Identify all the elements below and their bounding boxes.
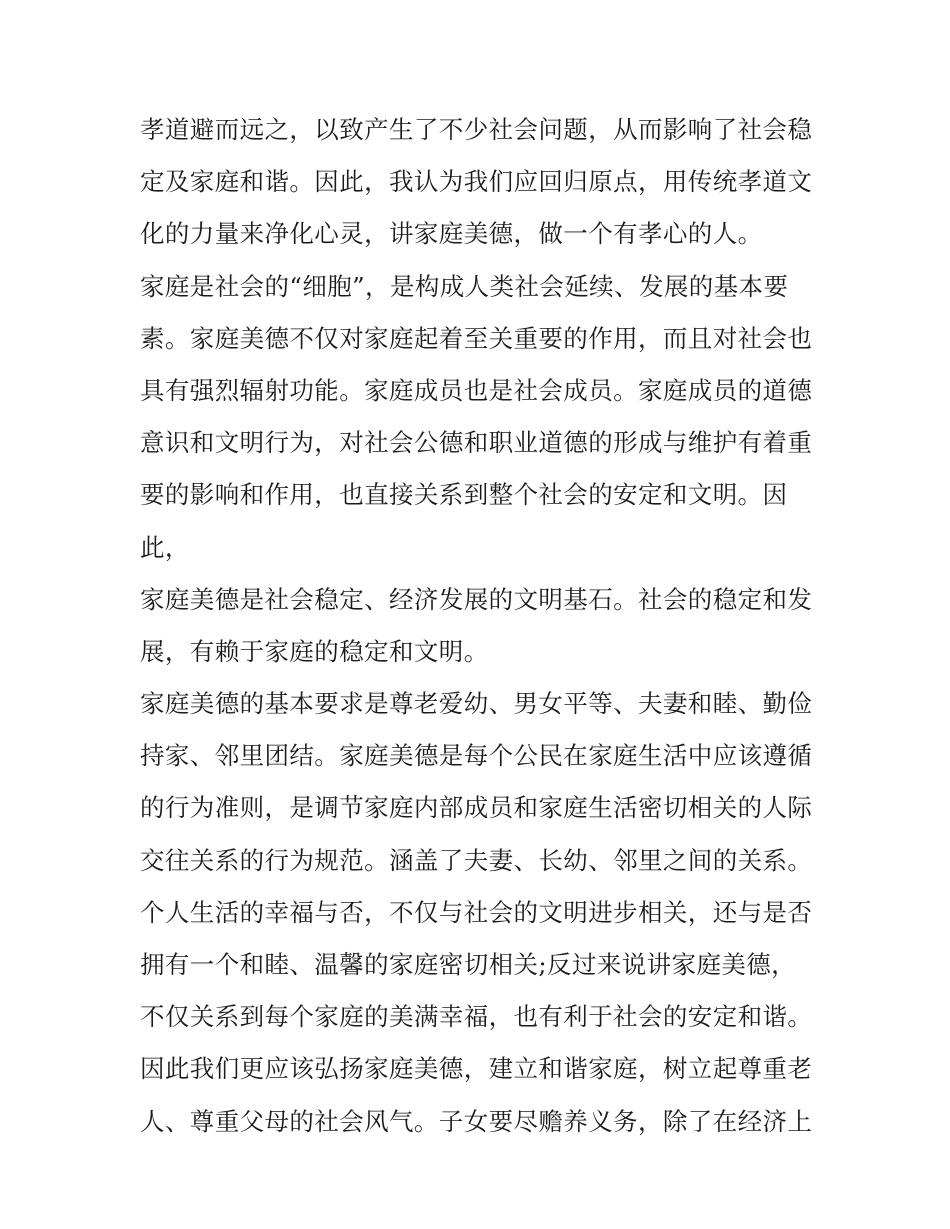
text-line: 要的影响和作用，也直接关系到整个社会的安定和文明。因 [140, 480, 788, 510]
text-line: 交往关系的行为规范。涵盖了夫妻、长幼、邻里之间的关系。 [140, 845, 813, 875]
text-line: 此， [140, 532, 190, 562]
text-line: 家庭美德的基本要求是尊老爱幼、男女平等、夫妻和睦、勤俭 [140, 689, 813, 719]
text-line: 化的力量来净化心灵，讲家庭美德，做一个有孝心的人。 [140, 219, 763, 249]
body-text [140, 110, 840, 1154]
text-line: 不仅关系到每个家庭的美满幸福，也有利于社会的安定和谐。 [140, 1002, 813, 1032]
text-line: 孝道避而远之，以致产生了不少社会问题，从而影响了社会稳 [140, 115, 813, 144]
text-line: 的行为准则，是调节家庭内部成员和家庭生活密切相关的人际 [140, 793, 813, 823]
text-line: 个人生活的幸福与否，不仅与社会的文明进步相关，还与是否 [140, 897, 813, 927]
text-line: 意识和文明行为，对社会公德和职业道德的形成与维护有着重 [140, 428, 813, 458]
text-line: 展，有赖于家庭的稳定和文明。 [140, 636, 489, 666]
text-line: 人、尊重父母的社会风气。子女要尽赡养义务，除了在经济上 [140, 1106, 813, 1136]
text-line: 持家、邻里团结。家庭美德是每个公民在家庭生活中应该遵循 [140, 741, 813, 771]
text-line: 家庭是社会的“细胞”，是构成人类社会延续、发展的基本要 [140, 271, 789, 301]
text-line: 因此我们更应该弘扬家庭美德，建立和谐家庭，树立起尊重老 [140, 1054, 813, 1084]
text-line: 定及家庭和谐。因此，我认为我们应回归原点，用传统孝道文 [140, 167, 813, 197]
text-line: 素。家庭美德不仅对家庭起着至关重要的作用，而且对社会也 [140, 323, 813, 353]
text-line: 具有强烈辐射功能。家庭成员也是社会成员。家庭成员的道德 [140, 375, 813, 405]
text-line: 家庭美德是社会稳定、经济发展的文明基石。社会的稳定和发 [140, 584, 813, 614]
text-line: 拥有一个和睦、温馨的家庭密切相关;反过来说讲家庭美德， [140, 950, 797, 979]
